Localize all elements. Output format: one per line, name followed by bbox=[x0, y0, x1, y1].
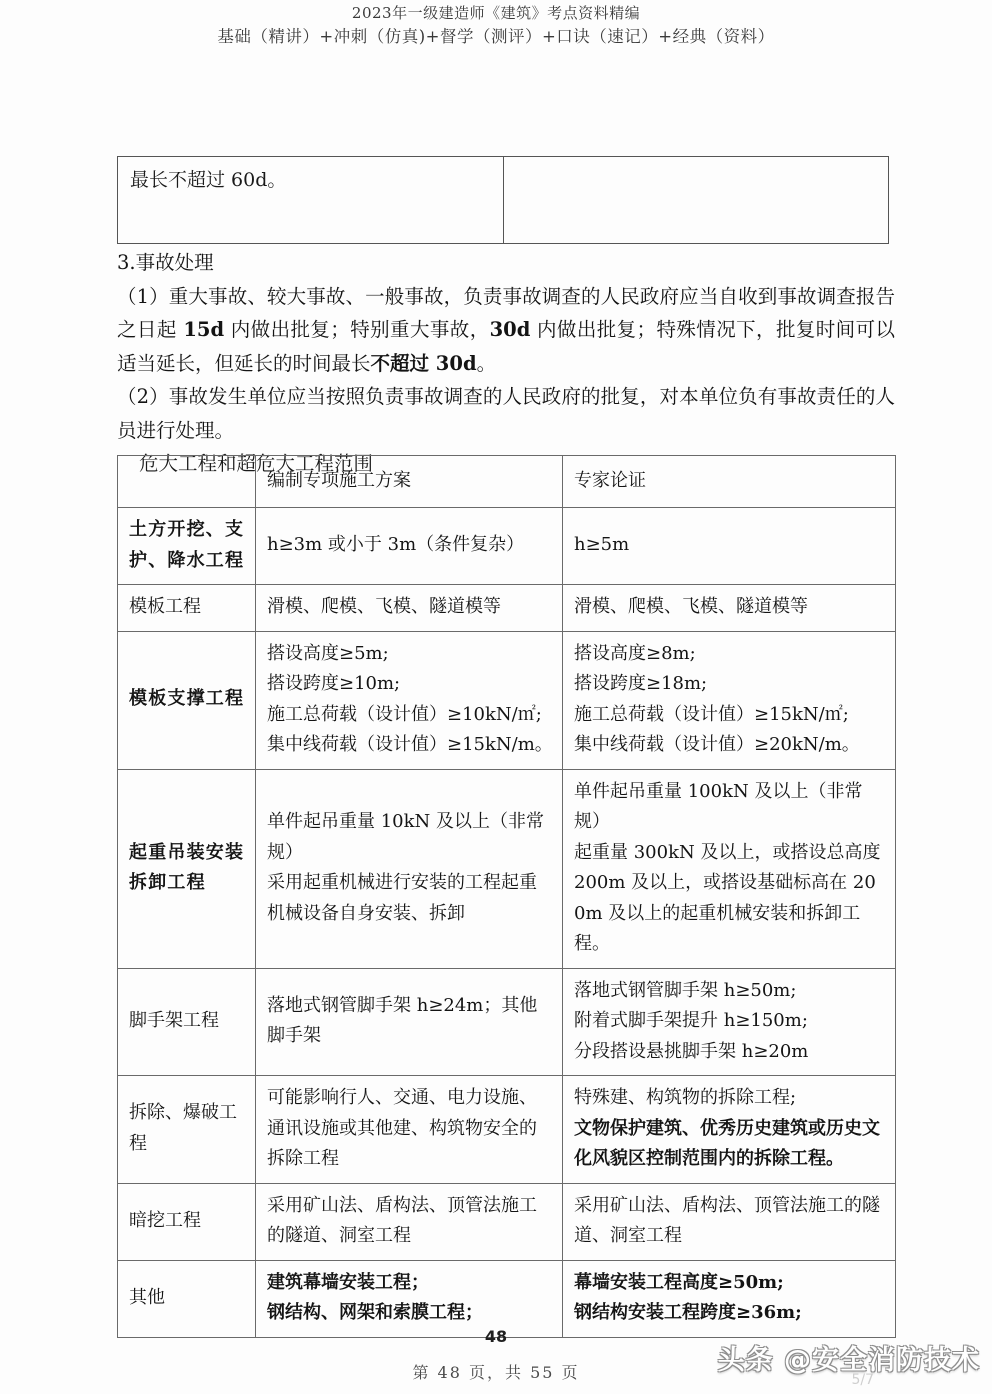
table-body bbox=[118, 456, 896, 1338]
continued-table-fragment bbox=[117, 156, 889, 244]
table-header-row bbox=[118, 456, 896, 508]
row-label: 其他 bbox=[118, 1260, 256, 1337]
table-row bbox=[118, 585, 896, 632]
cell-line: 搭设高度≥5m; bbox=[267, 642, 389, 664]
table-row bbox=[118, 1076, 896, 1184]
cell-line: 单件起吊重量 10kN 及以上（非常规） bbox=[267, 811, 545, 863]
cell-line: h≥5m bbox=[574, 534, 630, 556]
cell-line: 施工总荷载（设计值）≥15kN/㎡; bbox=[574, 703, 849, 725]
cell-line: 分段搭设悬挑脚手架 h≥20m bbox=[574, 1040, 809, 1062]
cell-line: 单件起吊重量 100kN 及以上（非常规） bbox=[574, 780, 863, 832]
header-title-line1: 2023年一级建造师《建筑》考点资料精编 bbox=[351, 4, 641, 22]
continued-table-divider bbox=[503, 157, 504, 243]
cell-line: 钢结构安装工程跨度≥36m; bbox=[574, 1302, 802, 1323]
cell-line: 搭设高度≥8m; bbox=[574, 642, 696, 664]
cell-special-plan bbox=[256, 631, 563, 769]
table-row bbox=[118, 968, 896, 1076]
header-title-line2: 基础（精讲）+冲刺（仿真)+督学（测评）+口诀（速记）+经典（资料） bbox=[217, 27, 775, 46]
cell-line: 钢结构、网架和索膜工程； bbox=[267, 1302, 483, 1323]
row-label: 拆除、爆破工程 bbox=[118, 1076, 256, 1184]
table-row bbox=[118, 769, 896, 968]
para1-bold-30d: 30d bbox=[489, 318, 531, 341]
cell-expert-review bbox=[563, 508, 896, 585]
column-header-2: 专家论证 bbox=[563, 456, 896, 508]
para1-bold-15d: 15d bbox=[183, 318, 225, 341]
cell-special-plan bbox=[256, 585, 563, 632]
row-label: 土方开挖、支护、降水工程 bbox=[118, 508, 256, 585]
cell-line: 落地式钢管脚手架 h≥24m；其他脚手架 bbox=[267, 994, 538, 1047]
cell-line: 建筑幕墙安装工程； bbox=[267, 1271, 429, 1293]
para1-part-g: 。 bbox=[476, 351, 497, 375]
cell-line: 施工总荷载（设计值）≥10kN/㎡; bbox=[267, 703, 542, 725]
paragraph-1 bbox=[117, 280, 895, 381]
cell-line: 特殊建、构筑物的拆除工程; bbox=[574, 1087, 797, 1108]
cell-line: 幕墙安装工程高度≥50m; bbox=[574, 1271, 784, 1293]
cell-expert-review bbox=[563, 1183, 896, 1260]
table-row bbox=[118, 1183, 896, 1260]
cell-line: 滑模、爬模、飞模、隧道模等 bbox=[574, 596, 808, 617]
cell-line: 集中线荷载（设计值）≥15kN/m。 bbox=[267, 734, 553, 755]
cell-special-plan bbox=[256, 1076, 563, 1184]
cell-line: 滑模、爬模、飞模、隧道模等 bbox=[267, 596, 501, 617]
cell-expert-review bbox=[563, 585, 896, 632]
para1-bold-no-more-than-30d: 不超过 30d bbox=[370, 351, 477, 375]
row-label: 模板支撑工程 bbox=[118, 631, 256, 769]
cell-line: 附着式脚手架提升 h≥150m; bbox=[574, 1010, 808, 1031]
cell-line: 可能影响行人、交通、电力设施、通讯设施或其他建、构筑物安全的拆除工程 bbox=[267, 1087, 537, 1169]
cell-line: h≥3m 或小于 3m（条件复杂） bbox=[267, 534, 525, 556]
cell-expert-review bbox=[563, 1260, 896, 1337]
column-header-0 bbox=[118, 456, 256, 508]
cell-expert-review bbox=[563, 631, 896, 769]
cell-line: 采用矿山法、盾构法、顶管法施工的隧道、洞室工程 bbox=[267, 1194, 537, 1246]
page-of-total: 第 48 页，共 55 页 bbox=[412, 1363, 580, 1382]
cell-expert-review bbox=[563, 968, 896, 1076]
cell-line: 搭设跨度≥10m; bbox=[267, 673, 401, 694]
dangerous-works-table bbox=[117, 455, 896, 1338]
cell-special-plan bbox=[256, 968, 563, 1076]
row-label: 起重吊装安装拆卸工程 bbox=[118, 769, 256, 968]
watermark-page-indicator: 5/7 bbox=[851, 1372, 874, 1388]
cell-special-plan bbox=[256, 508, 563, 585]
para1-part-e: 内做出批复；特殊情况下，批复时间可以适当延长，但延长的时间最长 bbox=[117, 318, 896, 375]
continued-table-left-cell: 最长不超过 60d。 bbox=[130, 169, 287, 191]
cell-line: 文物保护建筑、优秀历史建筑或历史文化风貌区控制范围内的拆除工程。 bbox=[574, 1117, 880, 1169]
row-label: 暗挖工程 bbox=[118, 1183, 256, 1260]
para1-part-a: （1）重大事故、较大事故、一般事故，负责事故调查的人民政府应当自收到事故调查报告之日起 bbox=[117, 284, 895, 341]
row-label: 模板工程 bbox=[118, 585, 256, 632]
section-heading-3: 3.事故处理 bbox=[117, 251, 214, 274]
column-header-1: 编制专项施工方案 bbox=[256, 456, 563, 508]
table-row bbox=[118, 1260, 896, 1337]
cell-line: 采用矿山法、盾构法、顶管法施工的隧道、洞室工程 bbox=[574, 1194, 880, 1246]
document-header bbox=[0, 2, 992, 50]
table-row bbox=[118, 508, 896, 585]
watermark-logo: 头条 @安全消防技术 bbox=[717, 1345, 980, 1376]
cell-special-plan bbox=[256, 1260, 563, 1337]
cell-special-plan bbox=[256, 1183, 563, 1260]
row-label: 脚手架工程 bbox=[118, 968, 256, 1076]
cell-line: 集中线荷载（设计值）≥20kN/m。 bbox=[574, 734, 860, 755]
page-number: 48 bbox=[484, 1327, 508, 1346]
table-caption: 危大工程和超危大工程范围 bbox=[139, 452, 374, 475]
para1-part-c: 内做出批复；特别重大事故， bbox=[224, 318, 490, 341]
cell-line: 起重量 300kN 及以上，或搭设总高度 200m 及以上，或搭设基础标高在 200m 及以上的起重机械安装和拆卸工程。 bbox=[574, 841, 881, 954]
cell-special-plan bbox=[256, 769, 563, 968]
table-row bbox=[118, 631, 896, 769]
cell-expert-review bbox=[563, 1076, 896, 1184]
cell-expert-review bbox=[563, 769, 896, 968]
cell-line: 落地式钢管脚手架 h≥50m; bbox=[574, 979, 797, 1001]
body-text-block bbox=[117, 246, 895, 481]
cell-line: 搭设跨度≥18m; bbox=[574, 673, 708, 694]
cell-line: 采用起重机械进行安装的工程起重机械设备自身安装、拆卸 bbox=[267, 872, 537, 924]
paragraph-2: （2）事故发生单位应当按照负责事故调查的人民政府的批复，对本单位负有事故责任的人员进行处理。 bbox=[117, 385, 895, 442]
